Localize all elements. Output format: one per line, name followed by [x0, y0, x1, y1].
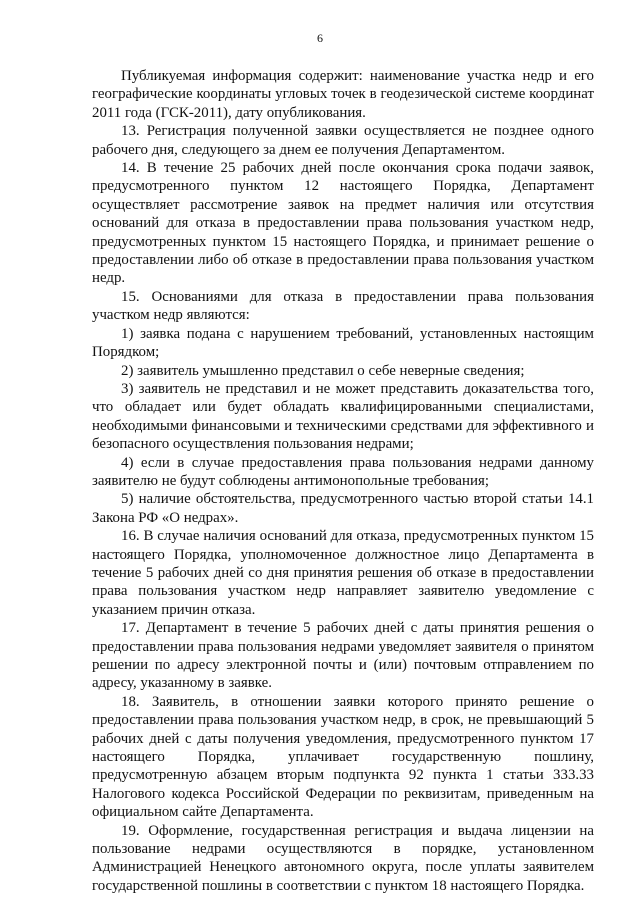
list-item-3: 3) заявитель не представил и не может представить доказательства того, что обладает или будет обладать квалифицированными специалистами, необходимыми финансовыми и техническими средствами для эффективного и безопасного осуществления пользования недрами; [92, 380, 594, 453]
list-item-1: 1) заявка подана с нарушением требований, установленных настоящим Порядком; [92, 325, 594, 361]
list-item-2: 2) заявитель умышленно представил о себе неверные сведения; [121, 362, 525, 379]
paragraph-published-info: Публикуемая информация содержит: наименование участка недр и его географические координаты угловых точек в геодезической системе координат 2011 года (ГСК-2011), дату опубликования. [92, 68, 594, 121]
paragraph-19-license-issue: 19. Оформление, государственная регистрация и выдача лицензии на пользование недрами осуществляются в порядке, установленном Администрацией Ненецкого автономного округа, после уплаты заявителем государственной пошлины в соответствии с пунктом 18 настоящего Порядка. [92, 822, 594, 894]
document-body [92, 67, 594, 895]
list-item-4: 4) если в случае предоставления права пользования недрами данному заявителю не будут соблюдены антимонопольные требования; [92, 454, 594, 489]
paragraph-18-state-fee: 18. Заявитель, в отношении заявки которого принято решение о предоставлении права пользования участком недр, в срок, не превышающий 5 рабочих дней с даты получения уведомления, предусмотренного пунктом 17 настоящего Порядка, уплачивает государственную пошлину, предусмотренную абзацем вторым подпункта 92 пункта 1 статьи 333.33 Налогового кодекса Российской Федерации по реквизитам, приведенным на официальном сайте Департамента. [92, 693, 594, 821]
page-number: 6 [317, 31, 323, 45]
paragraph-17-decision-notice: 17. Департамент в течение 5 рабочих дней с даты принятия решения о предоставлении права пользования недрами уведомляет заявителя о принятом решении по адресу электронной почты и (или) почтовым отправлением по адресу, указанному в заявке. [92, 620, 594, 692]
paragraph-13-registration: 13. Регистрация полученной заявки осуществляется не позднее одного рабочего дня, следующего за днем ее получения Департаментом. [92, 123, 594, 158]
paragraph-14-review: 14. В течение 25 рабочих дней после окончания срока подачи заявок, предусмотренного пунктом 12 настоящего Порядка, Департамент осуществляет рассмотрение заявок на предмет наличия или отсутствия оснований для отказа в предоставлении права пользования участком недр, предусмотренных пунктом 15 настоящего Порядка, и принимает решение о предоставлении либо об отказе в предоставлении права пользования участком недр. [92, 160, 594, 287]
paragraph-16-refusal-notice: 16. В случае наличия оснований для отказа, предусмотренных пунктом 15 настоящего Порядка, уполномоченное должностное лицо Департамента в течение 5 рабочих дней со дня принятия решения об отказе в предоставлении права пользования участком недр направляет заявителю уведомление с указанием причин отказа. [92, 528, 594, 618]
list-item-5: 5) наличие обстоятельства, предусмотренного частью второй статьи 14.1 Закона РФ «О недрах». [92, 491, 594, 526]
paragraph-15-refusal-grounds: 15. Основаниями для отказа в предоставлении права пользования участком недр являются: [92, 288, 594, 324]
